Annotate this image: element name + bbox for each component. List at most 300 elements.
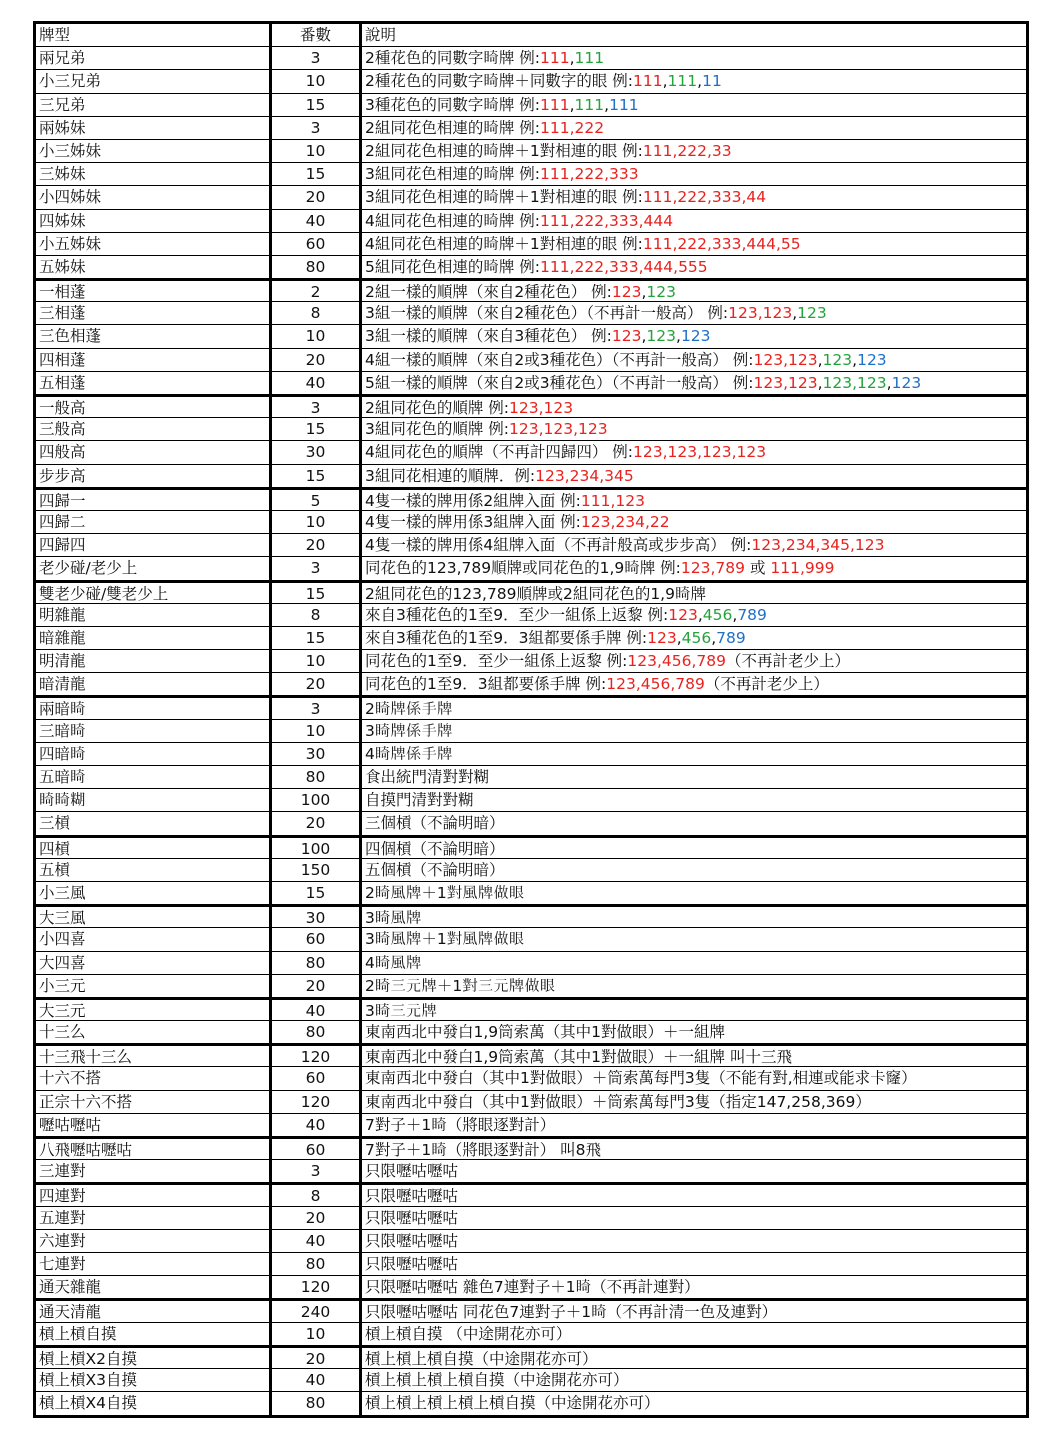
hand-points: 100: [272, 838, 362, 858]
hand-points: 30: [272, 743, 362, 765]
description-text: ,: [711, 628, 717, 647]
hand-points: 10: [272, 650, 362, 672]
table-row: [36, 441, 1026, 464]
description-text: 只限嚦咕嚦咕: [365, 1254, 459, 1273]
hand-name: 四槓: [36, 838, 272, 858]
hand-name: 槓上槓X2自摸: [36, 1348, 272, 1368]
hand-description: [362, 233, 1026, 255]
hand-description: [362, 186, 1026, 208]
example-tiles: 123,123: [753, 373, 818, 392]
hand-description: [362, 838, 1026, 858]
description-text: 或: [745, 559, 771, 578]
table-row: [36, 557, 1026, 580]
description-text: 5組一樣的順牌（來自2或3種花色）（不再計一般高） 例:: [365, 373, 754, 392]
description-text: 3種花色的同數字𥇚牌 例:: [365, 95, 541, 114]
hand-description: [362, 604, 1026, 626]
table-row: [36, 163, 1026, 186]
hand-description: [362, 1067, 1026, 1089]
description-text: 同花色的1至9．3組都要係手牌 例:: [365, 675, 607, 694]
description-text: （不再計老少上）: [704, 675, 829, 694]
table-row: [36, 1183, 1026, 1206]
hand-description: [362, 140, 1026, 162]
table-row: [36, 1114, 1026, 1137]
example-tiles: 123: [797, 304, 827, 323]
hand-description: [362, 698, 1026, 718]
hand-points: 15: [272, 418, 362, 440]
hand-points: 20: [272, 975, 362, 997]
description-text: ,: [697, 72, 703, 91]
hand-description: [362, 1276, 1026, 1298]
table-row: [36, 488, 1026, 511]
hand-points: 100: [272, 789, 362, 811]
description-text: ,: [676, 327, 681, 346]
table-row: [36, 975, 1026, 998]
hand-points: 3: [272, 557, 362, 579]
table-row: [36, 117, 1026, 140]
description-text: 同花色的123,789順牌或同花色的1,9𥇚牌 例:: [365, 559, 681, 578]
hand-name: 五連對: [36, 1207, 272, 1229]
hand-name: 七連對: [36, 1253, 272, 1275]
hand-name: 𥇚𥇚糊: [36, 789, 272, 811]
description-text: 2組同花色相連的𥇚牌＋1對相連的眼 例:: [365, 141, 643, 160]
description-text: 食出統門清對對糊: [365, 768, 490, 786]
table-row: [36, 1369, 1026, 1392]
hand-name: 明清龍: [36, 650, 272, 672]
table-row: [36, 534, 1026, 557]
hand-description: [362, 349, 1026, 371]
table-body: [36, 47, 1026, 1415]
description-text: 3組同花色的順牌 例:: [365, 420, 510, 439]
hand-description: [362, 1139, 1026, 1159]
hand-name: 五相蓬: [36, 372, 272, 394]
hand-name: 三連對: [36, 1160, 272, 1182]
table-row: [36, 210, 1026, 233]
hand-points: 10: [272, 70, 362, 92]
hand-points: 240: [272, 1301, 362, 1321]
description-text: ,: [676, 628, 682, 647]
description-text: 只限嚦咕嚦咕: [365, 1162, 459, 1181]
hand-points: 120: [272, 1046, 362, 1066]
table-row: [36, 928, 1026, 951]
hand-description: [362, 907, 1026, 927]
hand-name: 三般高: [36, 418, 272, 440]
hand-description: [362, 70, 1026, 92]
hand-points: 60: [272, 233, 362, 255]
table-row: [36, 70, 1026, 93]
hand-name: 通天雜龍: [36, 1276, 272, 1298]
description-text: ,: [662, 72, 668, 91]
example-tiles: 123,123: [753, 350, 818, 369]
table-row: [36, 604, 1026, 627]
table-row: [36, 998, 1026, 1021]
hand-name: 小三兄弟: [36, 70, 272, 92]
example-tiles: 123,234,345,123: [751, 536, 885, 555]
hand-points: 120: [272, 1276, 362, 1298]
table-row: [36, 511, 1026, 534]
example-tiles: 111,222: [540, 118, 605, 137]
example-tiles: 123,456,789: [606, 675, 705, 694]
hand-name: 兩姊妹: [36, 117, 272, 139]
description-text: 4隻一樣的牌用係4組牌入面（不再計般高或步步高） 例:: [365, 536, 752, 555]
description-text: ,: [886, 373, 892, 392]
table-row: [36, 720, 1026, 743]
hand-points: 80: [272, 766, 362, 788]
description-text: 3𥇚風牌: [365, 909, 422, 928]
hand-description: [362, 1207, 1026, 1229]
table-row: [36, 650, 1026, 673]
hand-points: 3: [272, 1160, 362, 1182]
table-row: [36, 1230, 1026, 1253]
example-tiles: 111: [667, 72, 698, 91]
hand-points: 40: [272, 1369, 362, 1391]
hand-points: 80: [272, 1253, 362, 1275]
example-tiles: 456: [702, 605, 733, 624]
example-tiles: 111: [574, 95, 605, 114]
description-text: 只限嚦咕嚦咕: [365, 1231, 459, 1250]
description-text: 同花色的1至9．至少一組係上返黎 例:: [365, 652, 628, 671]
hand-description: [362, 1348, 1026, 1368]
description-text: 東南西北中發白1,9筒索萬（其中1對做眼）＋一組牌: [365, 1023, 726, 1042]
example-tiles: 111: [574, 49, 605, 68]
hand-name: 一相蓬: [36, 281, 272, 301]
example-tiles: 123: [891, 373, 922, 392]
table-row: [36, 882, 1026, 905]
hand-points: 60: [272, 1067, 362, 1089]
description-text: 四個槓（不論明暗）: [365, 839, 505, 858]
hand-points: 20: [272, 186, 362, 208]
table-row: [36, 836, 1026, 859]
description-text: 只限嚦咕嚦咕: [365, 1187, 459, 1206]
table-row: [36, 1299, 1026, 1322]
example-tiles: 123,123: [822, 373, 887, 392]
hand-name: 槓上槓X4自摸: [36, 1392, 272, 1415]
example-tiles: 123: [857, 350, 887, 369]
example-tiles: 123,456,789: [627, 652, 726, 671]
example-tiles: 123: [646, 283, 676, 302]
description-text: 3組同花色相連的𥇚牌 例:: [365, 165, 541, 184]
hand-name: 三槓: [36, 812, 272, 834]
hand-points: 10: [272, 140, 362, 162]
description-text: ,: [569, 49, 575, 68]
hand-points: 80: [272, 1392, 362, 1415]
table-row: [36, 627, 1026, 650]
description-text: 只限嚦咕嚦咕 同花色7連對子＋1𥇚（不再計清一色及連對）: [365, 1303, 778, 1322]
hand-name: 三相蓬: [36, 302, 272, 324]
table-row: [36, 302, 1026, 325]
example-tiles: 123: [646, 327, 676, 346]
hand-points: 150: [272, 859, 362, 881]
hand-points: 2: [272, 281, 362, 301]
scoring-table: [33, 21, 1029, 1418]
description-text: 4𥇚風牌: [365, 953, 422, 972]
description-text: 只限嚦咕嚦咕 雜色7連對子＋1𥇚（不再計連對）: [365, 1278, 700, 1297]
hand-name: 三色相蓬: [36, 325, 272, 347]
hand-description: [362, 1392, 1026, 1415]
hand-name: 槓上槓自摸: [36, 1323, 272, 1345]
example-tiles: 111: [540, 95, 570, 114]
table-row: [36, 581, 1026, 604]
description-text: 2組一樣的順牌（來自2種花色） 例:: [365, 283, 612, 302]
table-row: [36, 1137, 1026, 1160]
description-text: 3組同花相連的順牌．例:: [365, 466, 536, 485]
table-row: [36, 325, 1026, 348]
description-text: 五個槓（不論明暗）: [365, 860, 505, 879]
description-text: ,: [641, 283, 647, 302]
hand-name: 大三風: [36, 907, 272, 927]
table-row: [36, 1253, 1026, 1276]
example-tiles: 111,222,333: [540, 165, 639, 184]
hand-description: [362, 1021, 1026, 1043]
description-text: 3𥇚三元牌: [365, 1001, 437, 1020]
hand-name: 小三姊妹: [36, 140, 272, 162]
hand-description: [362, 94, 1026, 116]
hand-points: 20: [272, 534, 362, 556]
description-text: 槓上槓上槓上槓上槓自摸（中途開花亦可）: [365, 1394, 660, 1413]
hand-name: 兩暗𥇚: [36, 698, 272, 718]
description-text: 來自3種花色的1至9．至少一組係上返黎 例:: [365, 605, 669, 624]
hand-name: 五姊妹: [36, 256, 272, 278]
table-row: [36, 952, 1026, 975]
hand-name: 五槓: [36, 859, 272, 881]
description-text: 4隻一樣的牌用係3組牌入面 例:: [365, 512, 581, 531]
table-row: [36, 905, 1026, 928]
description-text: ,: [732, 605, 738, 624]
example-tiles: 111,222,333,44: [642, 188, 767, 207]
hand-name: 四歸一: [36, 490, 272, 510]
example-tiles: 123: [668, 605, 698, 624]
table-row: [36, 418, 1026, 441]
example-tiles: 123,123,123: [509, 420, 608, 439]
hand-description: [362, 163, 1026, 185]
description-text: 2組同花色的順牌 例:: [365, 399, 510, 417]
table-row: [36, 1044, 1026, 1067]
hand-description: [362, 511, 1026, 533]
hand-points: 80: [272, 952, 362, 974]
hand-points: 20: [272, 812, 362, 834]
description-text: 2𥇚三元牌＋1對三元牌做眼: [365, 976, 556, 995]
header-points: 番數: [272, 24, 362, 46]
example-tiles: 123,234,22: [580, 512, 670, 531]
table-row: [36, 186, 1026, 209]
table-row: [36, 766, 1026, 789]
hand-name: 十三么: [36, 1021, 272, 1043]
hand-points: 8: [272, 1185, 362, 1205]
hand-description: [362, 117, 1026, 139]
hand-name: 八飛嚦咕嚦咕: [36, 1139, 272, 1159]
table-row: [36, 673, 1026, 696]
hand-name: 十三飛十三么: [36, 1046, 272, 1066]
hand-description: [362, 1114, 1026, 1136]
hand-points: 3: [272, 47, 362, 69]
hand-points: 30: [272, 441, 362, 463]
hand-description: [362, 1185, 1026, 1205]
hand-description: [362, 650, 1026, 672]
table-row: [36, 279, 1026, 302]
hand-description: [362, 325, 1026, 347]
hand-points: 20: [272, 349, 362, 371]
table-row: [36, 1160, 1026, 1183]
description-text: 來自3種花色的1至9．3組都要係手牌 例:: [365, 628, 648, 647]
table-header-row: [36, 24, 1026, 47]
hand-name: 雙老少碰/雙老少上: [36, 583, 272, 603]
hand-description: [362, 583, 1026, 603]
hand-points: 15: [272, 94, 362, 116]
table-row: [36, 140, 1026, 163]
hand-description: [362, 490, 1026, 510]
hand-description: [362, 281, 1026, 301]
hand-name: 步步高: [36, 465, 272, 487]
hand-points: 10: [272, 325, 362, 347]
hand-description: [362, 627, 1026, 649]
table-row: [36, 1207, 1026, 1230]
example-tiles: 123: [611, 327, 642, 346]
description-text: 東南西北中發白（其中1對做眼）＋筒索萬每門3隻（指定147,258,369）: [365, 1092, 871, 1111]
hand-description: [362, 766, 1026, 788]
hand-points: 40: [272, 1114, 362, 1136]
table-row: [36, 1021, 1026, 1044]
example-tiles: 111,222,333,444,555: [540, 257, 708, 276]
description-text: 3組一樣的順牌（來自3種花色） 例:: [365, 327, 612, 346]
description-text: （不再計老少上）: [725, 652, 850, 671]
hand-name: 小四姊妹: [36, 186, 272, 208]
table-row: [36, 349, 1026, 372]
table-row: [36, 395, 1026, 418]
hand-points: 15: [272, 627, 362, 649]
description-text: 7對子＋1𥇚（將眼逐對計）: [365, 1115, 556, 1134]
hand-description: [362, 673, 1026, 695]
hand-points: 60: [272, 928, 362, 950]
hand-points: 80: [272, 1021, 362, 1043]
hand-points: 20: [272, 673, 362, 695]
example-tiles: 111,123: [580, 491, 645, 510]
example-tiles: 111,222,333,444,55: [642, 234, 801, 253]
description-text: ,: [697, 605, 703, 624]
hand-points: 40: [272, 210, 362, 232]
hand-name: 十六不搭: [36, 1067, 272, 1089]
hand-description: [362, 1369, 1026, 1391]
description-text: 槓上槓自摸 （中途開花亦可）: [365, 1324, 572, 1343]
hand-points: 30: [272, 907, 362, 927]
table-row: [36, 233, 1026, 256]
example-tiles: 123,123: [728, 304, 793, 323]
hand-description: [362, 47, 1026, 69]
description-text: 東南西北中發白1,9筒索萬（其中1對做眼）＋一組牌 叫十三飛: [365, 1048, 792, 1067]
hand-description: [362, 1323, 1026, 1345]
hand-points: 20: [272, 1207, 362, 1229]
hand-name: 四暗𥇚: [36, 743, 272, 765]
description-text: 4𥇚牌係手牌: [365, 744, 453, 763]
table-row: [36, 1276, 1026, 1299]
table-row: [36, 1091, 1026, 1114]
table-row: [36, 1346, 1026, 1369]
hand-description: [362, 859, 1026, 881]
description-text: 3𥇚風牌＋1對風牌做眼: [365, 930, 525, 949]
hand-points: 60: [272, 1139, 362, 1159]
description-text: 4隻一樣的牌用係2組牌入面 例:: [365, 491, 581, 510]
hand-description: [362, 789, 1026, 811]
hand-name: 小四喜: [36, 928, 272, 950]
hand-description: [362, 557, 1026, 579]
hand-points: 3: [272, 698, 362, 718]
hand-points: 15: [272, 882, 362, 904]
table-row: [36, 1067, 1026, 1090]
example-tiles: 123: [822, 350, 853, 369]
hand-points: 5: [272, 490, 362, 510]
description-text: 4組一樣的順牌（來自2或3種花色）（不再計一般高） 例:: [365, 350, 754, 369]
hand-name: 正宗十六不搭: [36, 1091, 272, 1113]
description-text: 2𥇚風牌＋1對風牌做眼: [365, 883, 525, 902]
hand-description: [362, 1253, 1026, 1275]
hand-description: [362, 743, 1026, 765]
description-text: 東南西北中發白（其中1對做眼）＋筒索萬每門3隻（不能有對,相連或能求卡窿）: [365, 1069, 917, 1088]
hand-name: 槓上槓X3自摸: [36, 1369, 272, 1391]
description-text: 2種花色的同數字𥇚牌＋同數字的眼 例:: [365, 72, 634, 91]
hand-description: [362, 397, 1026, 417]
hand-name: 小三元: [36, 975, 272, 997]
table-row: [36, 1323, 1026, 1346]
hand-points: 40: [272, 372, 362, 394]
example-tiles: 123: [647, 628, 677, 647]
hand-name: 三暗𥇚: [36, 720, 272, 742]
description-text: 2組同花色相連的𥇚牌 例:: [365, 118, 541, 137]
hand-description: [362, 534, 1026, 556]
hand-points: 20: [272, 1348, 362, 1368]
example-tiles: 111,999: [770, 559, 835, 578]
table-row: [36, 372, 1026, 395]
table-row: [36, 47, 1026, 70]
description-text: ,: [569, 95, 575, 114]
description-text: 自摸門清對對糊: [365, 791, 474, 810]
hand-description: [362, 720, 1026, 742]
hand-name: 一般高: [36, 397, 272, 417]
hand-name: 六連對: [36, 1230, 272, 1252]
description-text: 三個槓（不論明暗）: [365, 814, 505, 833]
hand-description: [362, 372, 1026, 394]
hand-points: 8: [272, 302, 362, 324]
hand-description: [362, 1160, 1026, 1182]
hand-name: 五暗𥇚: [36, 766, 272, 788]
example-tiles: 111: [540, 49, 570, 68]
hand-name: 四般高: [36, 441, 272, 463]
hand-name: 兩兄弟: [36, 47, 272, 69]
description-text: 3組一樣的順牌（來自2種花色）（不再計一般高） 例:: [365, 304, 729, 323]
hand-points: 8: [272, 604, 362, 626]
hand-description: [362, 465, 1026, 487]
hand-description: [362, 1000, 1026, 1020]
table-row: [36, 743, 1026, 766]
table-row: [36, 1392, 1026, 1415]
hand-points: 15: [272, 465, 362, 487]
hand-description: [362, 812, 1026, 834]
description-text: 3組同花色相連的𥇚牌＋1對相連的眼 例:: [365, 188, 643, 207]
hand-points: 3: [272, 397, 362, 417]
hand-description: [362, 975, 1026, 997]
description-text: ,: [852, 350, 858, 369]
hand-name: 四姊妹: [36, 210, 272, 232]
hand-description: [362, 882, 1026, 904]
description-text: 4組同花色的順牌（不再計四歸四） 例:: [365, 443, 634, 462]
table-row: [36, 465, 1026, 488]
example-tiles: 789: [737, 605, 767, 624]
hand-description: [362, 1091, 1026, 1113]
example-tiles: 123,123: [509, 399, 574, 417]
hand-description: [362, 952, 1026, 974]
hand-description: [362, 928, 1026, 950]
example-tiles: 123: [611, 283, 642, 302]
hand-name: 四相蓬: [36, 349, 272, 371]
table-row: [36, 859, 1026, 882]
hand-name: 暗清龍: [36, 673, 272, 695]
